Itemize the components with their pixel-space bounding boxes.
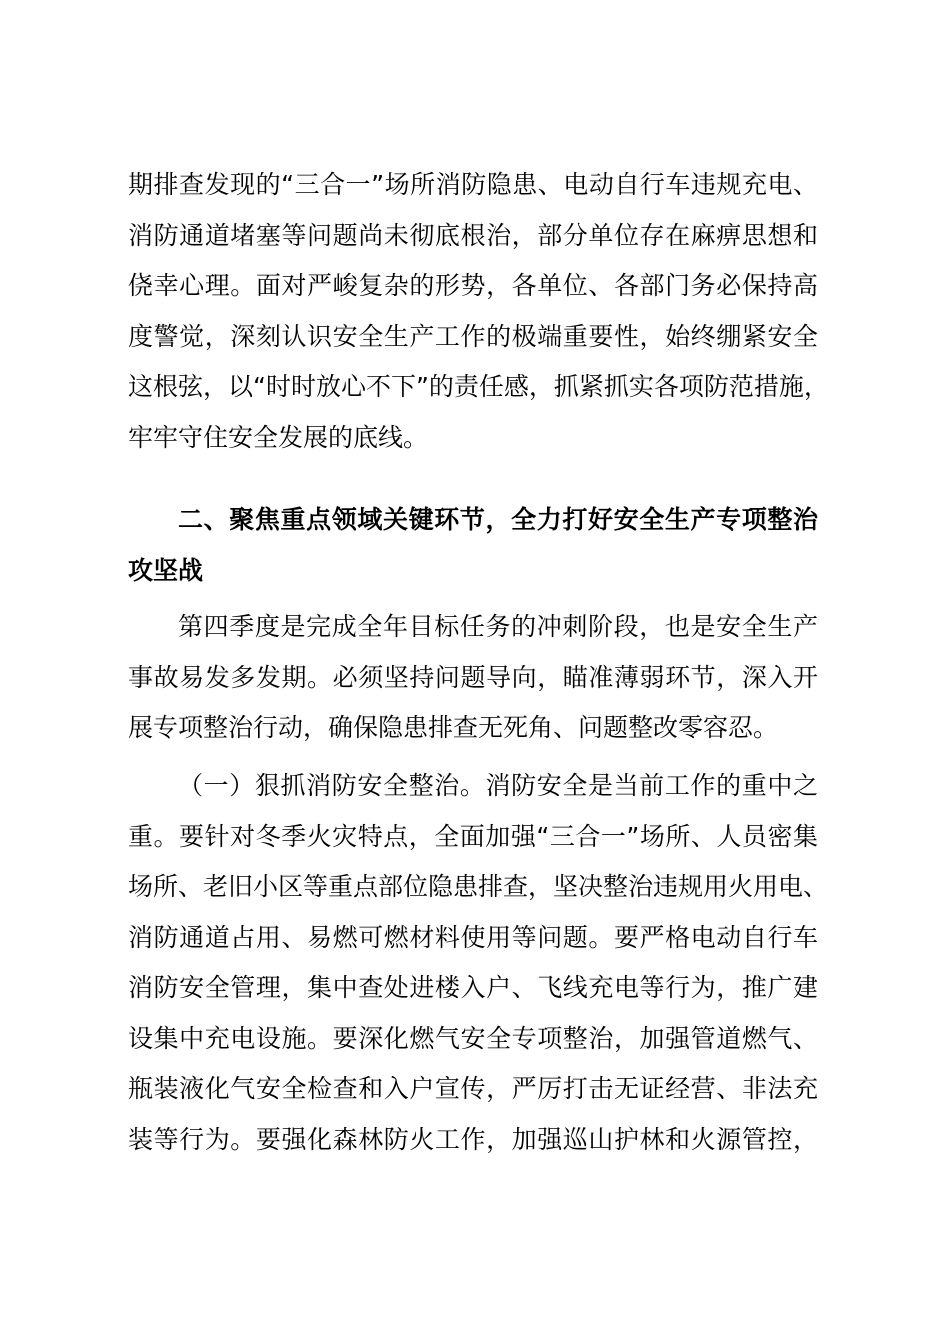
- text-line: 事故易发多发期。必须坚持问题导向，瞄准薄弱环节，深入开: [128, 662, 818, 692]
- heading-line: 二、聚焦重点领域关键环节，全力打好安全生产专项整治: [178, 505, 818, 534]
- paragraph-fire-safety: [128, 761, 829, 1165]
- text-line: 牢牢守住安全发展的底线。: [128, 422, 429, 452]
- text-line: 展专项整治行动，确保隐患排查无死角、问题整改零容忍。: [128, 713, 779, 742]
- text-line: 重。要针对冬季火灾特点，全面加强“三合一”场所、人员密集: [128, 821, 818, 851]
- text-line: 设集中充电设施。要深化燃气安全专项整治，加强管道燃气、: [128, 1023, 818, 1053]
- text-line: （一）狠抓消防安全整治。消防安全是当前工作的重中之: [178, 771, 818, 800]
- text-line: 消防通道占用、易燃可燃材料使用等问题。要严格电动自行车: [128, 922, 818, 952]
- text-line: 度警觉，深刻认识安全生产工作的极端重要性，始终绷紧安全: [128, 321, 818, 351]
- text-line: 瓶装液化气安全检查和入户宣传，严厉打击无证经营、非法充: [128, 1074, 818, 1103]
- text-line: 侥幸心理。面对严峻复杂的形势，各单位、各部门务必保持高: [128, 271, 818, 300]
- text-line: 消防通道堵塞等问题尚未彻底根治，部分单位存在麻痹思想和: [128, 220, 818, 250]
- section-heading: [128, 495, 818, 596]
- text-line: 期排查发现的“三合一”场所消防隐患、电动自行车违规充电、: [128, 170, 818, 199]
- text-line: 消防安全管理，集中查处进楼入户、飞线充电等行为，推广建: [128, 973, 818, 1002]
- text-line: 这根弦，以“时时放心不下”的责任感，抓紧抓实各项防范措施，: [128, 372, 829, 401]
- text-line: 场所、老旧小区等重点部位隐患排查，坚决整治违规用火用电、: [128, 872, 829, 901]
- heading-line: 攻坚战: [128, 555, 204, 585]
- paragraph-intro-continued: [128, 160, 829, 463]
- text-line: 装等行为。要强化森林防火工作，加强巡山护林和火源管控，: [128, 1124, 818, 1154]
- paragraph-section-intro: [128, 602, 818, 754]
- text-line: 第四季度是完成全年目标任务的冲刺阶段，也是安全生产: [178, 612, 818, 641]
